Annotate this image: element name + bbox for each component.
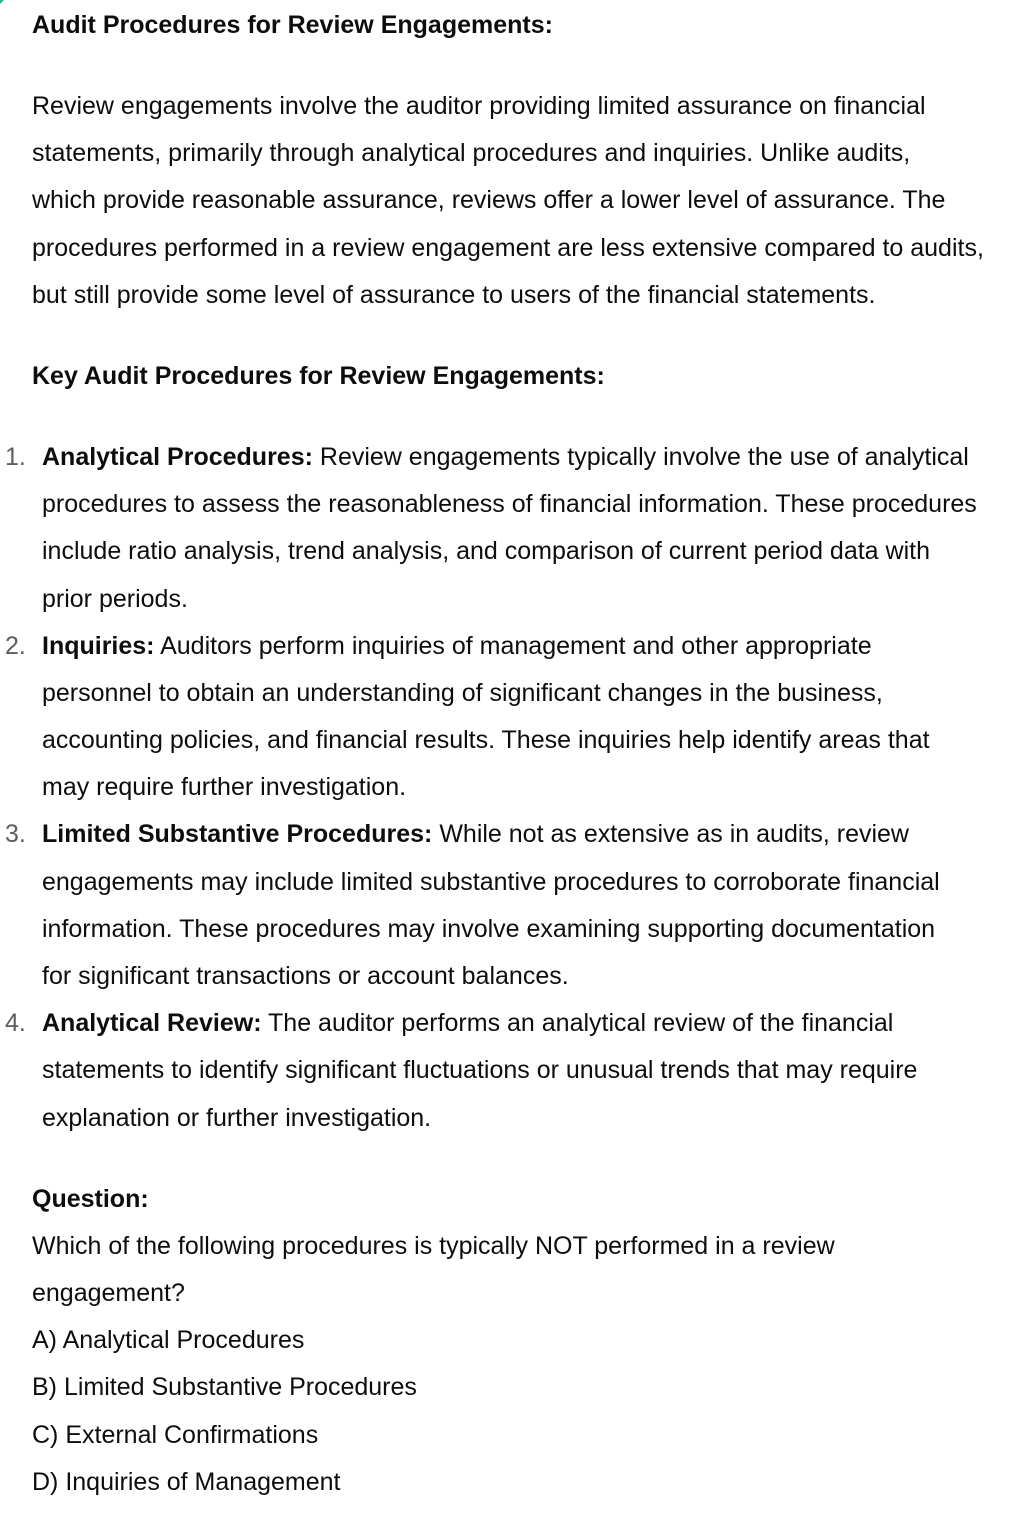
question-line: Which of the following procedures is typically NOT performed in a review [32,1231,835,1260]
item-lead: Analytical Procedures: [42,442,313,471]
option-c: C) External Confirmations [32,1420,319,1449]
key-procedures-heading: Key Audit Procedures for Review Engagements: [32,361,605,390]
item-line: include ratio analysis, trend analysis, and comparison of current period data with [42,537,930,566]
item-line: information. These procedures may involve examining supporting documentation [42,914,936,943]
list-number: 3. [5,820,26,849]
question-heading: Question: [32,1184,149,1213]
item-text: While not as extensive as in audits, review [432,820,909,849]
item-line: prior periods. [42,584,188,613]
item-text: The auditor performs an analytical review of the financial [261,1009,894,1038]
item-line: may require further investigation. [42,773,407,802]
item-lead: Inquiries: [42,631,155,660]
item-lead: Limited Substantive Procedures: [42,820,433,849]
list-number: 2. [5,631,26,660]
question-text [32,1223,1018,1317]
intro-line: which provide reasonable assurance, reviews offer a lower level of assurance. The [32,186,946,215]
item-text: Auditors perform inquiries of management and other appropriate [154,631,872,660]
list-item [0,1000,1018,1142]
list-item [0,434,1018,623]
intro-line: procedures performed in a review engagement are less extensive compared to audits, [32,233,984,262]
item-lead: Analytical Review: [42,1009,262,1038]
item-line: personnel to obtain an understanding of significant changes in the business, [42,678,883,707]
message-content [5,2,1018,1506]
section-heading: Audit Procedures for Review Engagements: [32,11,553,39]
list-number: 4. [5,1009,26,1038]
list-number: 1. [5,442,26,471]
item-line: for significant transactions or account balances. [42,962,569,990]
procedures-list [0,434,1018,1142]
item-line: engagements may include limited substantive procedures to corroborate financial [42,867,940,896]
list-item [0,623,1018,812]
answer-options [32,1317,1018,1506]
intro-line: but still provide some level of assurance to users of the financial statements. [32,280,876,309]
item-line: statements to identify significant fluctuations or unusual trends that may require [42,1056,918,1085]
option-b: B) Limited Substantive Procedures [32,1373,417,1402]
option-a: A) Analytical Procedures [32,1326,305,1355]
item-line: procedures to assess the reasonableness of financial information. These procedures [42,490,977,519]
item-text: Review engagements typically involve the use of analytical [312,442,969,471]
question-line: engagement? [32,1278,185,1307]
item-line: explanation or further investigation. [42,1103,432,1132]
intro-line: statements, primarily through analytical procedures and inquiries. Unlike audits, [32,139,911,168]
corner-accent [0,0,4,4]
intro-paragraph [32,83,1018,319]
list-item [0,811,1018,1000]
intro-line: Review engagements involve the auditor providing limited assurance on financial [32,92,926,120]
option-d: D) Inquiries of Management [32,1467,341,1496]
item-line: accounting policies, and financial results. These inquiries help identify areas that [42,726,930,755]
